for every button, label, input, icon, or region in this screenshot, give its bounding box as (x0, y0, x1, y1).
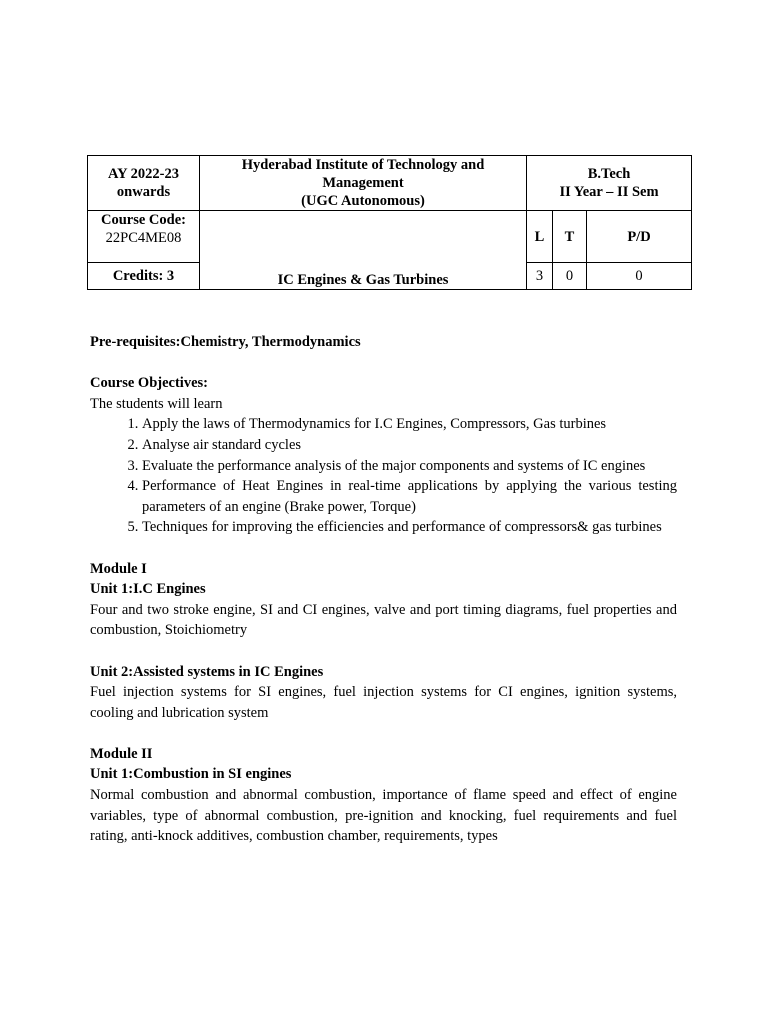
module2-unit1-text: Normal combustion and abnormal combustion, importance of flame speed and effect of engine variables, type of abnormal combustion, pre-ignition and knocking, fuel requirements and fuel rating, anti-knock additives, combustion chamber, requirements, types (90, 787, 677, 845)
academic-year: AY 2022-23 (107, 166, 180, 182)
prerequisites: Pre-requisites:Chemistry, Thermodynamics (90, 334, 361, 350)
objective-item: 5. Techniques for improving the efficiencies and performance of compressors& gas turbines (142, 517, 677, 538)
program-year-sem: II Year – II Sem (559, 184, 659, 200)
objectives-intro: The students will learn (90, 395, 223, 412)
module1-unit1-heading: Unit 1:I.C Engines (90, 581, 206, 598)
lecture-value: 3 (527, 263, 553, 290)
tutorial-value: 0 (553, 263, 587, 290)
course-header-table (87, 155, 692, 290)
objective-item: 1. Apply the laws of Thermodynamics for I.C Engines, Compressors, Gas turbines (142, 414, 677, 435)
program-name: B.Tech (587, 166, 631, 182)
objectives-heading: Course Objectives: (90, 375, 208, 392)
practical-header: P/D (587, 211, 692, 263)
course-title: IC Engines & Gas Turbines (200, 211, 527, 290)
module2-unit1-heading: Unit 1:Combustion in SI engines (90, 766, 292, 783)
tutorial-header: T (553, 211, 587, 263)
objective-item: 4. Performance of Heat Engines in real-time applications by applying the various testing parameters of an engine (Brake power, Torque) (142, 476, 677, 517)
module1-unit2-heading: Unit 2:Assisted systems in IC Engines (90, 663, 324, 680)
objectives-list (90, 414, 677, 538)
course-code-label: Course Code: (101, 212, 186, 228)
course-code-cell (88, 211, 200, 263)
academic-year-cell (88, 156, 200, 211)
syllabus-content (90, 332, 677, 847)
module1-unit1-text: Four and two stroke engine, SI and CI engines, valve and port timing diagrams, fuel properties and combustion, Stoichiometry (90, 601, 677, 639)
institute-status: (UGC Autonomous) (301, 193, 425, 209)
practical-value: 0 (587, 263, 692, 290)
institute-name-line1: Hyderabad Institute of Technology and (241, 157, 485, 173)
lecture-header: L (527, 211, 553, 263)
objective-item: 2. Analyse air standard cycles (142, 435, 677, 456)
institute-cell (200, 156, 527, 211)
academic-year-onwards: onwards (116, 184, 171, 200)
module1-unit2-text: Fuel injection systems for SI engines, fuel injection systems for CI engines, ignition systems, cooling and lubrication system (90, 684, 677, 721)
module1-heading: Module I (90, 560, 147, 577)
credits: Credits: 3 (88, 263, 200, 290)
course-code: 22PC4ME08 (105, 230, 182, 246)
objective-item: 3. Evaluate the performance analysis of the major components and systems of IC engines (142, 456, 677, 477)
program-cell (527, 156, 692, 211)
institute-name-line2: Management (322, 175, 404, 191)
module2-heading: Module II (90, 745, 153, 762)
